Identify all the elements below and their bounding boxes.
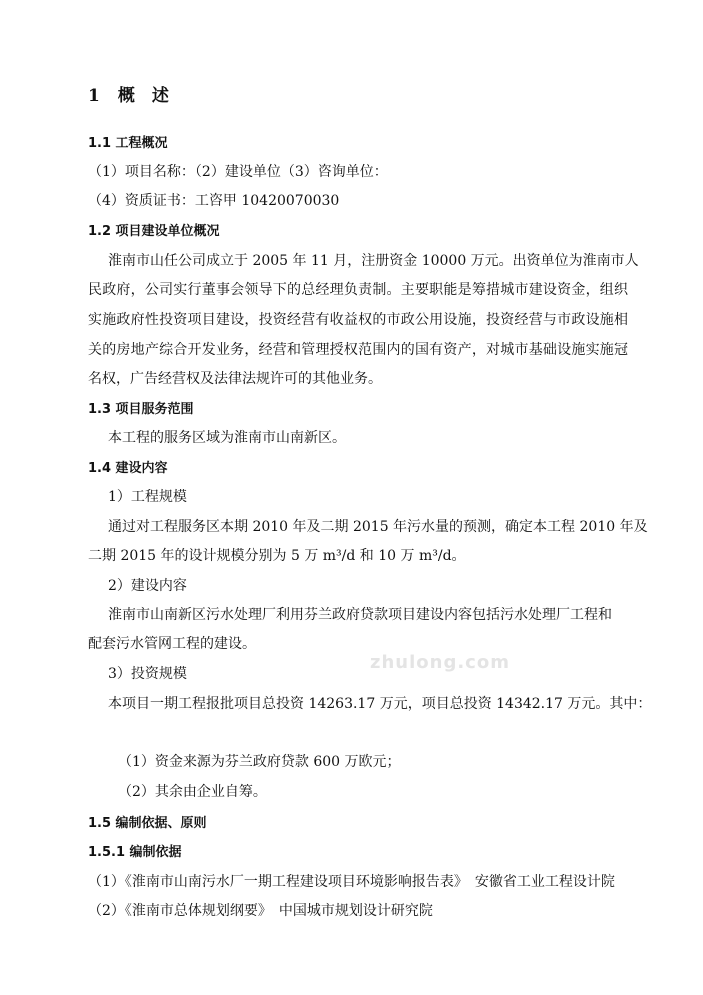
paragraph-line: 名权，广告经营权及法律法规许可的其他业务。 xyxy=(88,371,382,387)
paragraph-line: 民政府，公司实行董事会领导下的总经理负责制。主要职能是筹措城市建设资金，组织 xyxy=(88,282,628,298)
heading-1-5: 1.5 编制依据、原则 xyxy=(88,816,207,831)
project-info-line-1: （1）项目名称：（2）建设单位（3）咨询单位： xyxy=(88,164,388,180)
paragraph-line: 二期 2015 年的设计规模分别为 5 万 m³/d 和 10 万 m³/d。 xyxy=(88,548,466,564)
heading-1-1: 1.1 工程概况 xyxy=(88,136,168,151)
heading-1-4: 1.4 建设内容 xyxy=(88,461,168,476)
section-title xyxy=(88,86,169,106)
paragraph-line: 淮南市山任公司成立于 2005 年 11 月，注册资金 10000 万元。出资单位为淮南市人 xyxy=(108,253,639,269)
paragraph-line: 淮南市山南新区污水处理厂利用芬兰政府贷款项目建设内容包括污水处理厂工程和 xyxy=(108,607,612,623)
heading-1-3: 1.3 项目服务范围 xyxy=(88,402,194,417)
subheading-scale: 1）工程规模 xyxy=(108,489,187,505)
list-item: （1）资金来源为芬兰政府贷款 600 万欧元； xyxy=(118,754,401,770)
paragraph-line: 本工程的服务区域为淮南市山南新区。 xyxy=(108,430,346,446)
section-number: 1 xyxy=(88,86,100,106)
paragraph-line: 配套污水管网工程的建设。 xyxy=(88,636,256,652)
heading-1-2: 1.2 项目建设单位概况 xyxy=(88,224,220,239)
project-info-line-2: （4）资质证书：工咨甲 10420070030 xyxy=(88,193,340,209)
paragraph-line: 本项目一期工程报批项目总投资 14263.17 万元，项目总投资 14342.17 万元。其中： xyxy=(108,696,652,712)
subheading-investment: 3）投资规模 xyxy=(108,666,187,682)
reference-item: （1）《淮南市山南污水厂一期工程建设项目环境影响报告表》 安徽省工业工程设计院 xyxy=(88,874,615,890)
watermark: zhulong.com xyxy=(370,652,510,673)
heading-1-5-1: 1.5.1 编制依据 xyxy=(88,845,182,860)
section-title-text: 概 述 xyxy=(117,86,169,106)
paragraph-line: 关的房地产综合开发业务，经营和管理授权范围内的国有资产，对城市基础设施实施冠 xyxy=(88,342,628,358)
paragraph-line: 实施政府性投资项目建设，投资经营有收益权的市政公用设施，投资经营与市政设施相 xyxy=(88,312,628,328)
reference-item: （2）《淮南市总体规划纲要》 中国城市规划设计研究院 xyxy=(88,903,433,919)
paragraph-line: 通过对工程服务区本期 2010 年及二期 2015 年污水量的预测，确定本工程 2010 年及 xyxy=(108,519,648,535)
list-item: （2）其余由企业自筹。 xyxy=(118,784,267,800)
subheading-content: 2）建设内容 xyxy=(108,578,187,594)
